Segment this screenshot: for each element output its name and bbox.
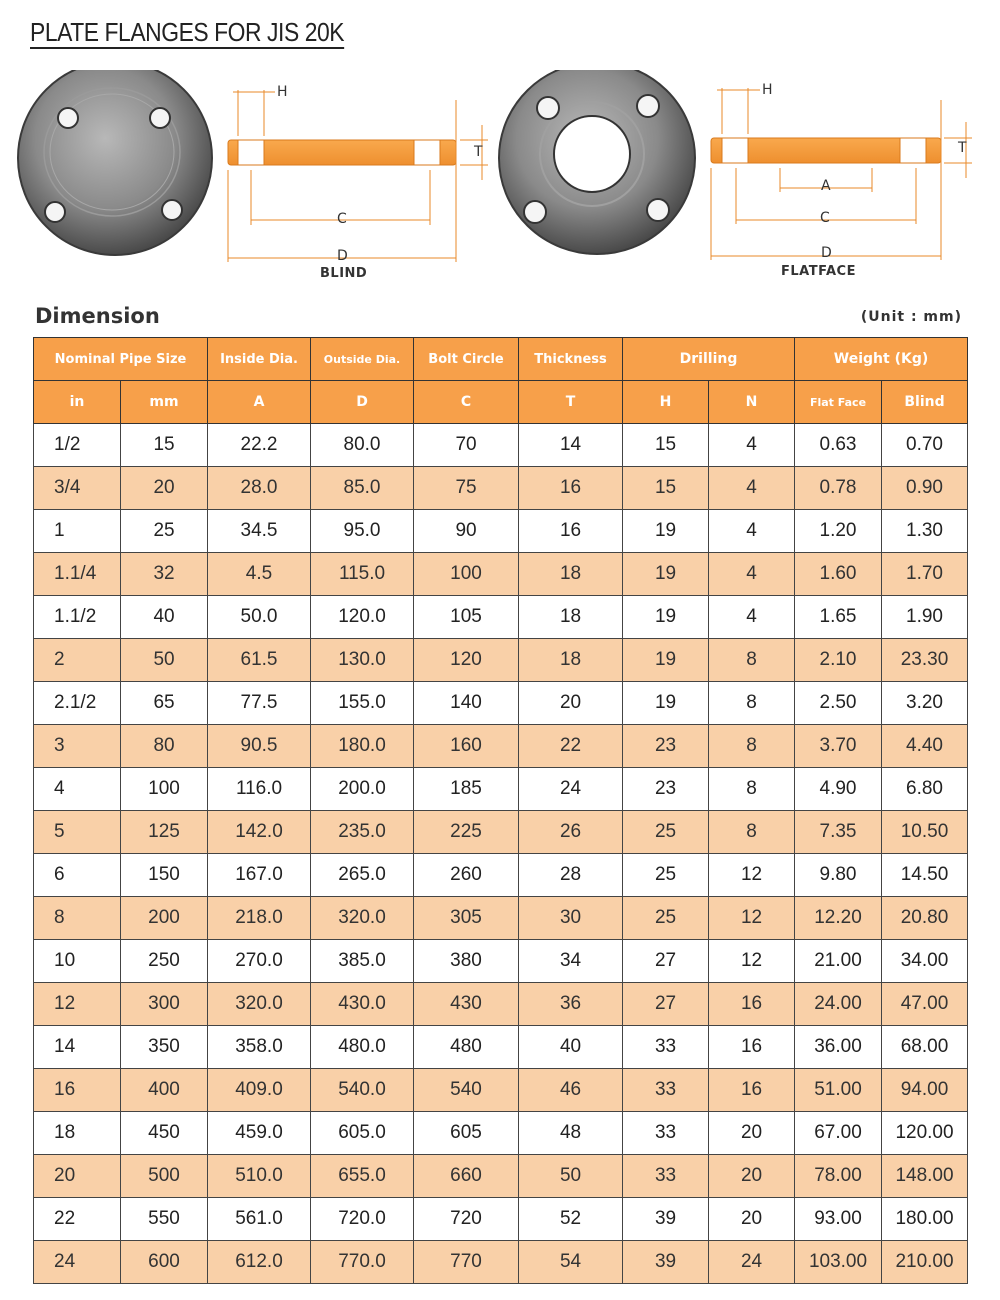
cell-t: 46 (519, 1069, 623, 1112)
cell-n: 24 (709, 1241, 795, 1284)
table-row (34, 424, 968, 467)
table-row (34, 510, 968, 553)
cell-t: 14 (519, 424, 623, 467)
cell-in: 12 (34, 983, 121, 1026)
cell-n: 12 (709, 940, 795, 983)
cell-a: 270.0 (208, 940, 311, 983)
cell-h: 19 (623, 510, 709, 553)
cell-h: 25 (623, 897, 709, 940)
cell-d: 80.0 (311, 424, 414, 467)
cell-h: 25 (623, 811, 709, 854)
cell-blind: 3.20 (882, 682, 968, 725)
table-row (34, 1241, 968, 1284)
cell-n: 12 (709, 897, 795, 940)
cell-flat-face: 9.80 (795, 854, 882, 897)
cell-t: 54 (519, 1241, 623, 1284)
cell-n: 16 (709, 1026, 795, 1069)
cell-d: 155.0 (311, 682, 414, 725)
cell-blind: 0.90 (882, 467, 968, 510)
cell-flat-face: 1.65 (795, 596, 882, 639)
cell-mm: 20 (121, 467, 208, 510)
cell-blind: 1.30 (882, 510, 968, 553)
cell-t: 22 (519, 725, 623, 768)
cell-in: 8 (34, 897, 121, 940)
cell-blind: 14.50 (882, 854, 968, 897)
cell-h: 25 (623, 854, 709, 897)
cell-mm: 100 (121, 768, 208, 811)
cell-n: 16 (709, 1069, 795, 1112)
dimension-table (33, 337, 968, 1284)
cell-in: 1.1/2 (34, 596, 121, 639)
cell-mm: 25 (121, 510, 208, 553)
cell-t: 50 (519, 1155, 623, 1198)
cell-a: 116.0 (208, 768, 311, 811)
cell-flat-face: 4.90 (795, 768, 882, 811)
header-outside-dia: Outside Dia. (311, 338, 414, 381)
header-weight: Weight (Kg) (795, 338, 968, 381)
flatface-flange-photo (499, 70, 695, 254)
cell-h: 27 (623, 983, 709, 1026)
flatface-dim-t: T (958, 140, 967, 156)
subheader-h: H (623, 381, 709, 424)
table-row (34, 682, 968, 725)
table-row (34, 983, 968, 1026)
cell-a: 50.0 (208, 596, 311, 639)
subheader-n: N (709, 381, 795, 424)
flatface-dim-h: H (762, 82, 773, 98)
table-row (34, 553, 968, 596)
cell-mm: 125 (121, 811, 208, 854)
cell-blind: 94.00 (882, 1069, 968, 1112)
cell-d: 430.0 (311, 983, 414, 1026)
cell-n: 4 (709, 553, 795, 596)
cell-flat-face: 3.70 (795, 725, 882, 768)
cell-c: 380 (414, 940, 519, 983)
cell-mm: 40 (121, 596, 208, 639)
cell-a: 409.0 (208, 1069, 311, 1112)
cell-d: 655.0 (311, 1155, 414, 1198)
flatface-dim-d: D (821, 245, 832, 261)
table-row (34, 897, 968, 940)
cell-flat-face: 36.00 (795, 1026, 882, 1069)
cell-mm: 400 (121, 1069, 208, 1112)
cell-in: 18 (34, 1112, 121, 1155)
blind-dim-d: D (337, 248, 348, 264)
cell-c: 75 (414, 467, 519, 510)
cell-in: 2 (34, 639, 121, 682)
cell-t: 28 (519, 854, 623, 897)
cell-in: 14 (34, 1026, 121, 1069)
cell-blind: 180.00 (882, 1198, 968, 1241)
cell-d: 540.0 (311, 1069, 414, 1112)
cell-d: 120.0 (311, 596, 414, 639)
table-row (34, 1112, 968, 1155)
table-row (34, 940, 968, 983)
cell-d: 385.0 (311, 940, 414, 983)
cell-t: 18 (519, 596, 623, 639)
cell-n: 12 (709, 854, 795, 897)
cell-n: 8 (709, 811, 795, 854)
cell-mm: 450 (121, 1112, 208, 1155)
blind-dim-c: C (337, 211, 347, 227)
cell-d: 480.0 (311, 1026, 414, 1069)
cell-h: 19 (623, 596, 709, 639)
cell-h: 33 (623, 1155, 709, 1198)
table-row (34, 725, 968, 768)
cell-flat-face: 1.20 (795, 510, 882, 553)
cell-t: 24 (519, 768, 623, 811)
flatface-label: FLATFACE (781, 264, 856, 279)
cell-a: 142.0 (208, 811, 311, 854)
cell-mm: 200 (121, 897, 208, 940)
cell-flat-face: 24.00 (795, 983, 882, 1026)
cell-c: 70 (414, 424, 519, 467)
cell-mm: 65 (121, 682, 208, 725)
cell-in: 1/2 (34, 424, 121, 467)
flatface-dim-a: A (821, 178, 831, 194)
cell-n: 16 (709, 983, 795, 1026)
cell-t: 48 (519, 1112, 623, 1155)
cell-blind: 1.90 (882, 596, 968, 639)
cell-flat-face: 2.10 (795, 639, 882, 682)
cell-n: 8 (709, 682, 795, 725)
cell-h: 19 (623, 682, 709, 725)
cell-a: 22.2 (208, 424, 311, 467)
cell-flat-face: 78.00 (795, 1155, 882, 1198)
cell-c: 105 (414, 596, 519, 639)
cell-mm: 300 (121, 983, 208, 1026)
cell-h: 27 (623, 940, 709, 983)
cell-a: 459.0 (208, 1112, 311, 1155)
cell-h: 15 (623, 467, 709, 510)
subheader-t: T (519, 381, 623, 424)
cell-c: 100 (414, 553, 519, 596)
cell-h: 23 (623, 768, 709, 811)
subheader-d: D (311, 381, 414, 424)
cell-flat-face: 0.63 (795, 424, 882, 467)
cell-flat-face: 103.00 (795, 1241, 882, 1284)
cell-c: 185 (414, 768, 519, 811)
cell-n: 20 (709, 1112, 795, 1155)
cell-flat-face: 67.00 (795, 1112, 882, 1155)
cell-blind: 120.00 (882, 1112, 968, 1155)
cell-a: 90.5 (208, 725, 311, 768)
table-row (34, 854, 968, 897)
cell-d: 115.0 (311, 553, 414, 596)
cell-d: 605.0 (311, 1112, 414, 1155)
cell-c: 605 (414, 1112, 519, 1155)
blind-flange-drawing (228, 90, 488, 262)
cell-blind: 0.70 (882, 424, 968, 467)
table-row (34, 768, 968, 811)
cell-d: 180.0 (311, 725, 414, 768)
cell-t: 16 (519, 467, 623, 510)
cell-mm: 250 (121, 940, 208, 983)
cell-c: 305 (414, 897, 519, 940)
cell-a: 77.5 (208, 682, 311, 725)
cell-a: 61.5 (208, 639, 311, 682)
cell-in: 16 (34, 1069, 121, 1112)
cell-c: 160 (414, 725, 519, 768)
cell-in: 1.1/4 (34, 553, 121, 596)
cell-t: 20 (519, 682, 623, 725)
cell-t: 16 (519, 510, 623, 553)
cell-h: 33 (623, 1112, 709, 1155)
cell-in: 20 (34, 1155, 121, 1198)
cell-t: 40 (519, 1026, 623, 1069)
cell-in: 5 (34, 811, 121, 854)
cell-in: 4 (34, 768, 121, 811)
table-row (34, 1155, 968, 1198)
cell-h: 33 (623, 1026, 709, 1069)
cell-c: 90 (414, 510, 519, 553)
cell-mm: 350 (121, 1026, 208, 1069)
cell-c: 260 (414, 854, 519, 897)
cell-blind: 23.30 (882, 639, 968, 682)
cell-in: 2.1/2 (34, 682, 121, 725)
flatface-dim-c: C (820, 210, 830, 226)
cell-blind: 210.00 (882, 1241, 968, 1284)
cell-c: 540 (414, 1069, 519, 1112)
cell-n: 4 (709, 510, 795, 553)
cell-in: 6 (34, 854, 121, 897)
cell-a: 561.0 (208, 1198, 311, 1241)
cell-h: 39 (623, 1241, 709, 1284)
cell-d: 235.0 (311, 811, 414, 854)
cell-c: 140 (414, 682, 519, 725)
cell-blind: 148.00 (882, 1155, 968, 1198)
cell-flat-face: 21.00 (795, 940, 882, 983)
cell-blind: 20.80 (882, 897, 968, 940)
header-nominal-pipe-size: Nominal Pipe Size (34, 338, 208, 381)
cell-a: 167.0 (208, 854, 311, 897)
cell-h: 19 (623, 639, 709, 682)
cell-c: 660 (414, 1155, 519, 1198)
cell-n: 4 (709, 467, 795, 510)
unit-label: (Unit : mm) (860, 309, 962, 325)
header-inside-dia: Inside Dia. (208, 338, 311, 381)
blind-label: BLIND (320, 266, 368, 281)
cell-flat-face: 1.60 (795, 553, 882, 596)
cell-n: 8 (709, 639, 795, 682)
subheader-flat-face: Flat Face (795, 381, 882, 424)
cell-mm: 500 (121, 1155, 208, 1198)
cell-blind: 1.70 (882, 553, 968, 596)
cell-d: 200.0 (311, 768, 414, 811)
cell-blind: 4.40 (882, 725, 968, 768)
cell-a: 320.0 (208, 983, 311, 1026)
cell-a: 34.5 (208, 510, 311, 553)
cell-mm: 50 (121, 639, 208, 682)
header-thickness: Thickness (519, 338, 623, 381)
subheader-mm: mm (121, 381, 208, 424)
header-drilling: Drilling (623, 338, 795, 381)
table-row (34, 639, 968, 682)
subheader-a: A (208, 381, 311, 424)
cell-d: 130.0 (311, 639, 414, 682)
page-title: PLATE FLANGES FOR JIS 20K (30, 17, 345, 47)
cell-a: 28.0 (208, 467, 311, 510)
cell-t: 34 (519, 940, 623, 983)
blind-flange-photo (18, 70, 212, 255)
table-row (34, 596, 968, 639)
cell-n: 8 (709, 725, 795, 768)
cell-n: 8 (709, 768, 795, 811)
group-header-row (34, 338, 968, 381)
cell-flat-face: 0.78 (795, 467, 882, 510)
cell-c: 720 (414, 1198, 519, 1241)
cell-in: 22 (34, 1198, 121, 1241)
cell-blind: 47.00 (882, 983, 968, 1026)
cell-blind: 34.00 (882, 940, 968, 983)
cell-d: 85.0 (311, 467, 414, 510)
subheader-in: in (34, 381, 121, 424)
subheader-blind: Blind (882, 381, 968, 424)
cell-d: 770.0 (311, 1241, 414, 1284)
cell-d: 95.0 (311, 510, 414, 553)
flatface-flange-drawing (711, 88, 972, 260)
table-row (34, 467, 968, 510)
header-bolt-circle: Bolt Circle (414, 338, 519, 381)
cell-a: 612.0 (208, 1241, 311, 1284)
cell-in: 3/4 (34, 467, 121, 510)
flange-figures (0, 70, 1000, 290)
cell-a: 510.0 (208, 1155, 311, 1198)
cell-a: 358.0 (208, 1026, 311, 1069)
table-row (34, 1069, 968, 1112)
cell-blind: 68.00 (882, 1026, 968, 1069)
cell-t: 18 (519, 553, 623, 596)
cell-d: 320.0 (311, 897, 414, 940)
cell-h: 19 (623, 553, 709, 596)
cell-flat-face: 93.00 (795, 1198, 882, 1241)
cell-c: 225 (414, 811, 519, 854)
cell-a: 4.5 (208, 553, 311, 596)
sub-header-row (34, 381, 968, 424)
cell-t: 26 (519, 811, 623, 854)
cell-flat-face: 51.00 (795, 1069, 882, 1112)
cell-d: 265.0 (311, 854, 414, 897)
cell-flat-face: 7.35 (795, 811, 882, 854)
cell-flat-face: 12.20 (795, 897, 882, 940)
cell-mm: 32 (121, 553, 208, 596)
cell-in: 1 (34, 510, 121, 553)
cell-mm: 150 (121, 854, 208, 897)
cell-t: 30 (519, 897, 623, 940)
table-row (34, 1198, 968, 1241)
cell-blind: 6.80 (882, 768, 968, 811)
cell-t: 36 (519, 983, 623, 1026)
subheader-c: C (414, 381, 519, 424)
cell-in: 3 (34, 725, 121, 768)
section-title: Dimension (35, 304, 160, 328)
cell-flat-face: 2.50 (795, 682, 882, 725)
cell-h: 39 (623, 1198, 709, 1241)
cell-d: 720.0 (311, 1198, 414, 1241)
flange-drawings (0, 70, 1000, 290)
blind-dim-t: T (474, 144, 483, 160)
table-row (34, 1026, 968, 1069)
cell-h: 15 (623, 424, 709, 467)
cell-h: 23 (623, 725, 709, 768)
cell-c: 770 (414, 1241, 519, 1284)
cell-c: 430 (414, 983, 519, 1026)
table-body (34, 424, 968, 1284)
cell-a: 218.0 (208, 897, 311, 940)
cell-mm: 550 (121, 1198, 208, 1241)
cell-n: 4 (709, 596, 795, 639)
cell-c: 120 (414, 639, 519, 682)
cell-c: 480 (414, 1026, 519, 1069)
table-row (34, 811, 968, 854)
cell-mm: 15 (121, 424, 208, 467)
cell-blind: 10.50 (882, 811, 968, 854)
cell-n: 20 (709, 1155, 795, 1198)
cell-t: 18 (519, 639, 623, 682)
cell-h: 33 (623, 1069, 709, 1112)
cell-n: 20 (709, 1198, 795, 1241)
cell-in: 10 (34, 940, 121, 983)
cell-mm: 600 (121, 1241, 208, 1284)
cell-t: 52 (519, 1198, 623, 1241)
cell-mm: 80 (121, 725, 208, 768)
cell-in: 24 (34, 1241, 121, 1284)
blind-dim-h: H (277, 84, 288, 100)
cell-n: 4 (709, 424, 795, 467)
